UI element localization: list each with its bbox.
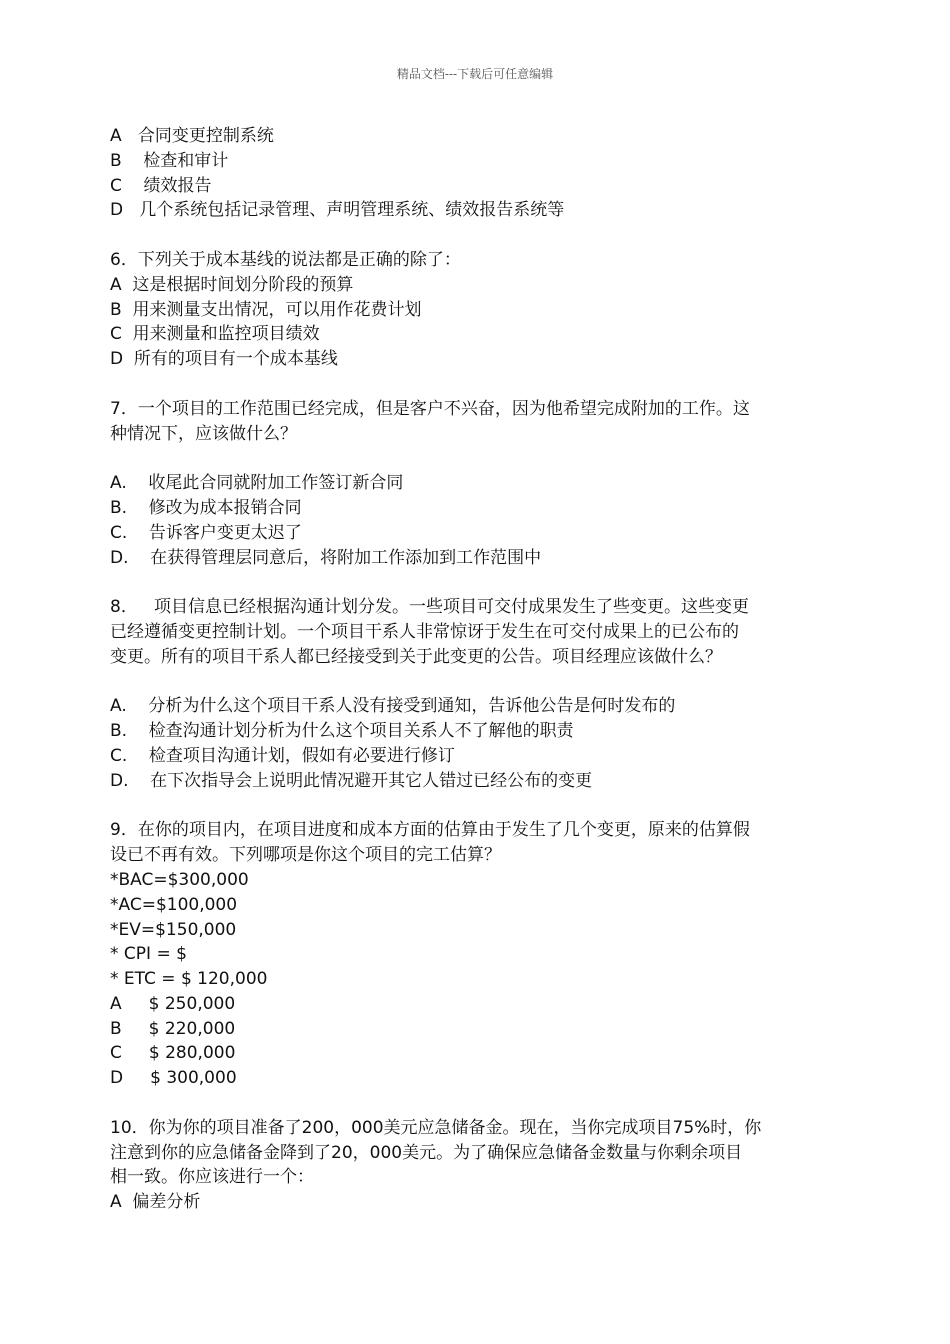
paragraph-gap <box>110 372 840 397</box>
question-6 <box>110 248 840 372</box>
option-line: C. 告诉客户变更太迟了 <box>110 522 302 543</box>
question-9 <box>110 818 840 1091</box>
question-text: 相一致。你应该进行一个： <box>110 1167 314 1188</box>
option-line: A. 收尾此合同就附加工作签订新合同 <box>110 473 404 494</box>
question-8 <box>110 595 840 669</box>
option-line: C 用来测量和监控项目绩效 <box>110 324 320 345</box>
paragraph-gap <box>110 794 840 819</box>
page-header: 精品文档---下载后可任意编辑 <box>396 67 554 81</box>
option-line: D. 在下次指导会上说明此情况避开其它人错过已经公布的变更 <box>110 770 593 791</box>
question-text: 10．你为你的项目准备了200，000美元应急储备金。现在，当你完成项目75%时，你 <box>110 1117 762 1138</box>
question-text: 7．一个项目的工作范围已经完成，但是客户不兴奋，因为他希望完成附加的工作。这 <box>110 398 750 419</box>
given-value: * ETC = $ 120,000 <box>110 969 268 990</box>
question-text: 6．下列关于成本基线的说法都是正确的除了： <box>110 249 461 270</box>
option-line: D. 在获得管理层同意后，将附加工作添加到工作范围中 <box>110 547 542 568</box>
option-line: D 几个系统包括记录管理、声明管理系统、绩效报告系统等 <box>110 200 565 221</box>
option-line: A $ 250,000 <box>110 993 236 1014</box>
given-value: * CPI = $ <box>110 944 187 965</box>
option-line: B 检查和审计 <box>110 150 229 171</box>
option-line: B. 检查沟通计划分析为什么这个项目关系人不了解他的职责 <box>110 721 574 742</box>
option-line: A. 分析为什么这个项目干系人没有接受到通知，告诉他公告是何时发布的 <box>110 696 676 717</box>
question-text: 种情况下，应该做什么？ <box>110 423 297 444</box>
question-text: 8． 项目信息已经根据沟通计划分发。一些项目可交付成果发生了些变更。这些变更 <box>110 597 750 618</box>
option-line: A 偏差分析 <box>110 1192 201 1213</box>
option-line: B 用来测量支出情况，可以用作花费计划 <box>110 299 422 320</box>
options-block-5 <box>110 124 840 223</box>
question-7-options <box>110 471 840 570</box>
paragraph-gap <box>110 570 840 595</box>
question-7 <box>110 397 840 447</box>
option-line: C 绩效报告 <box>110 175 212 196</box>
given-value: *BAC=$300,000 <box>110 869 249 890</box>
question-text: 注意到你的应急储备金降到了20，000美元。为了确保应急储备金数量与你剩余项目 <box>110 1142 743 1163</box>
paragraph-gap <box>110 446 840 471</box>
question-8-options <box>110 694 840 793</box>
question-text: 9．在你的项目内，在项目进度和成本方面的估算由于发生了几个变更，原来的估算假 <box>110 820 750 841</box>
option-line: B. 修改为成本报销合同 <box>110 497 302 518</box>
option-line: D $ 300,000 <box>110 1068 237 1089</box>
paragraph-gap <box>110 1091 840 1116</box>
question-text: 变更。所有的项目干系人都已经接受到关于此变更的公告。项目经理应该做什么？ <box>110 646 722 667</box>
question-10 <box>110 1116 840 1215</box>
given-value: *EV=$150,000 <box>110 919 237 940</box>
option-line: A 合同变更控制系统 <box>110 126 274 146</box>
paragraph-gap <box>110 670 840 695</box>
question-text: 设已不再有效。下列哪项是你这个项目的完工估算？ <box>110 845 501 866</box>
given-value: *AC=$100,000 <box>110 894 238 915</box>
option-line: A 这是根据时间划分阶段的预算 <box>110 274 354 295</box>
document-body <box>110 124 840 1215</box>
paragraph-gap <box>110 223 840 248</box>
option-line: C $ 280,000 <box>110 1043 236 1064</box>
option-line: B $ 220,000 <box>110 1018 236 1039</box>
option-line: D 所有的项目有一个成本基线 <box>110 349 338 370</box>
option-line: C. 检查项目沟通计划，假如有必要进行修订 <box>110 745 455 766</box>
question-text: 已经遵循变更控制计划。一个项目干系人非常惊讶于发生在可交付成果上的已公布的 <box>110 621 739 642</box>
